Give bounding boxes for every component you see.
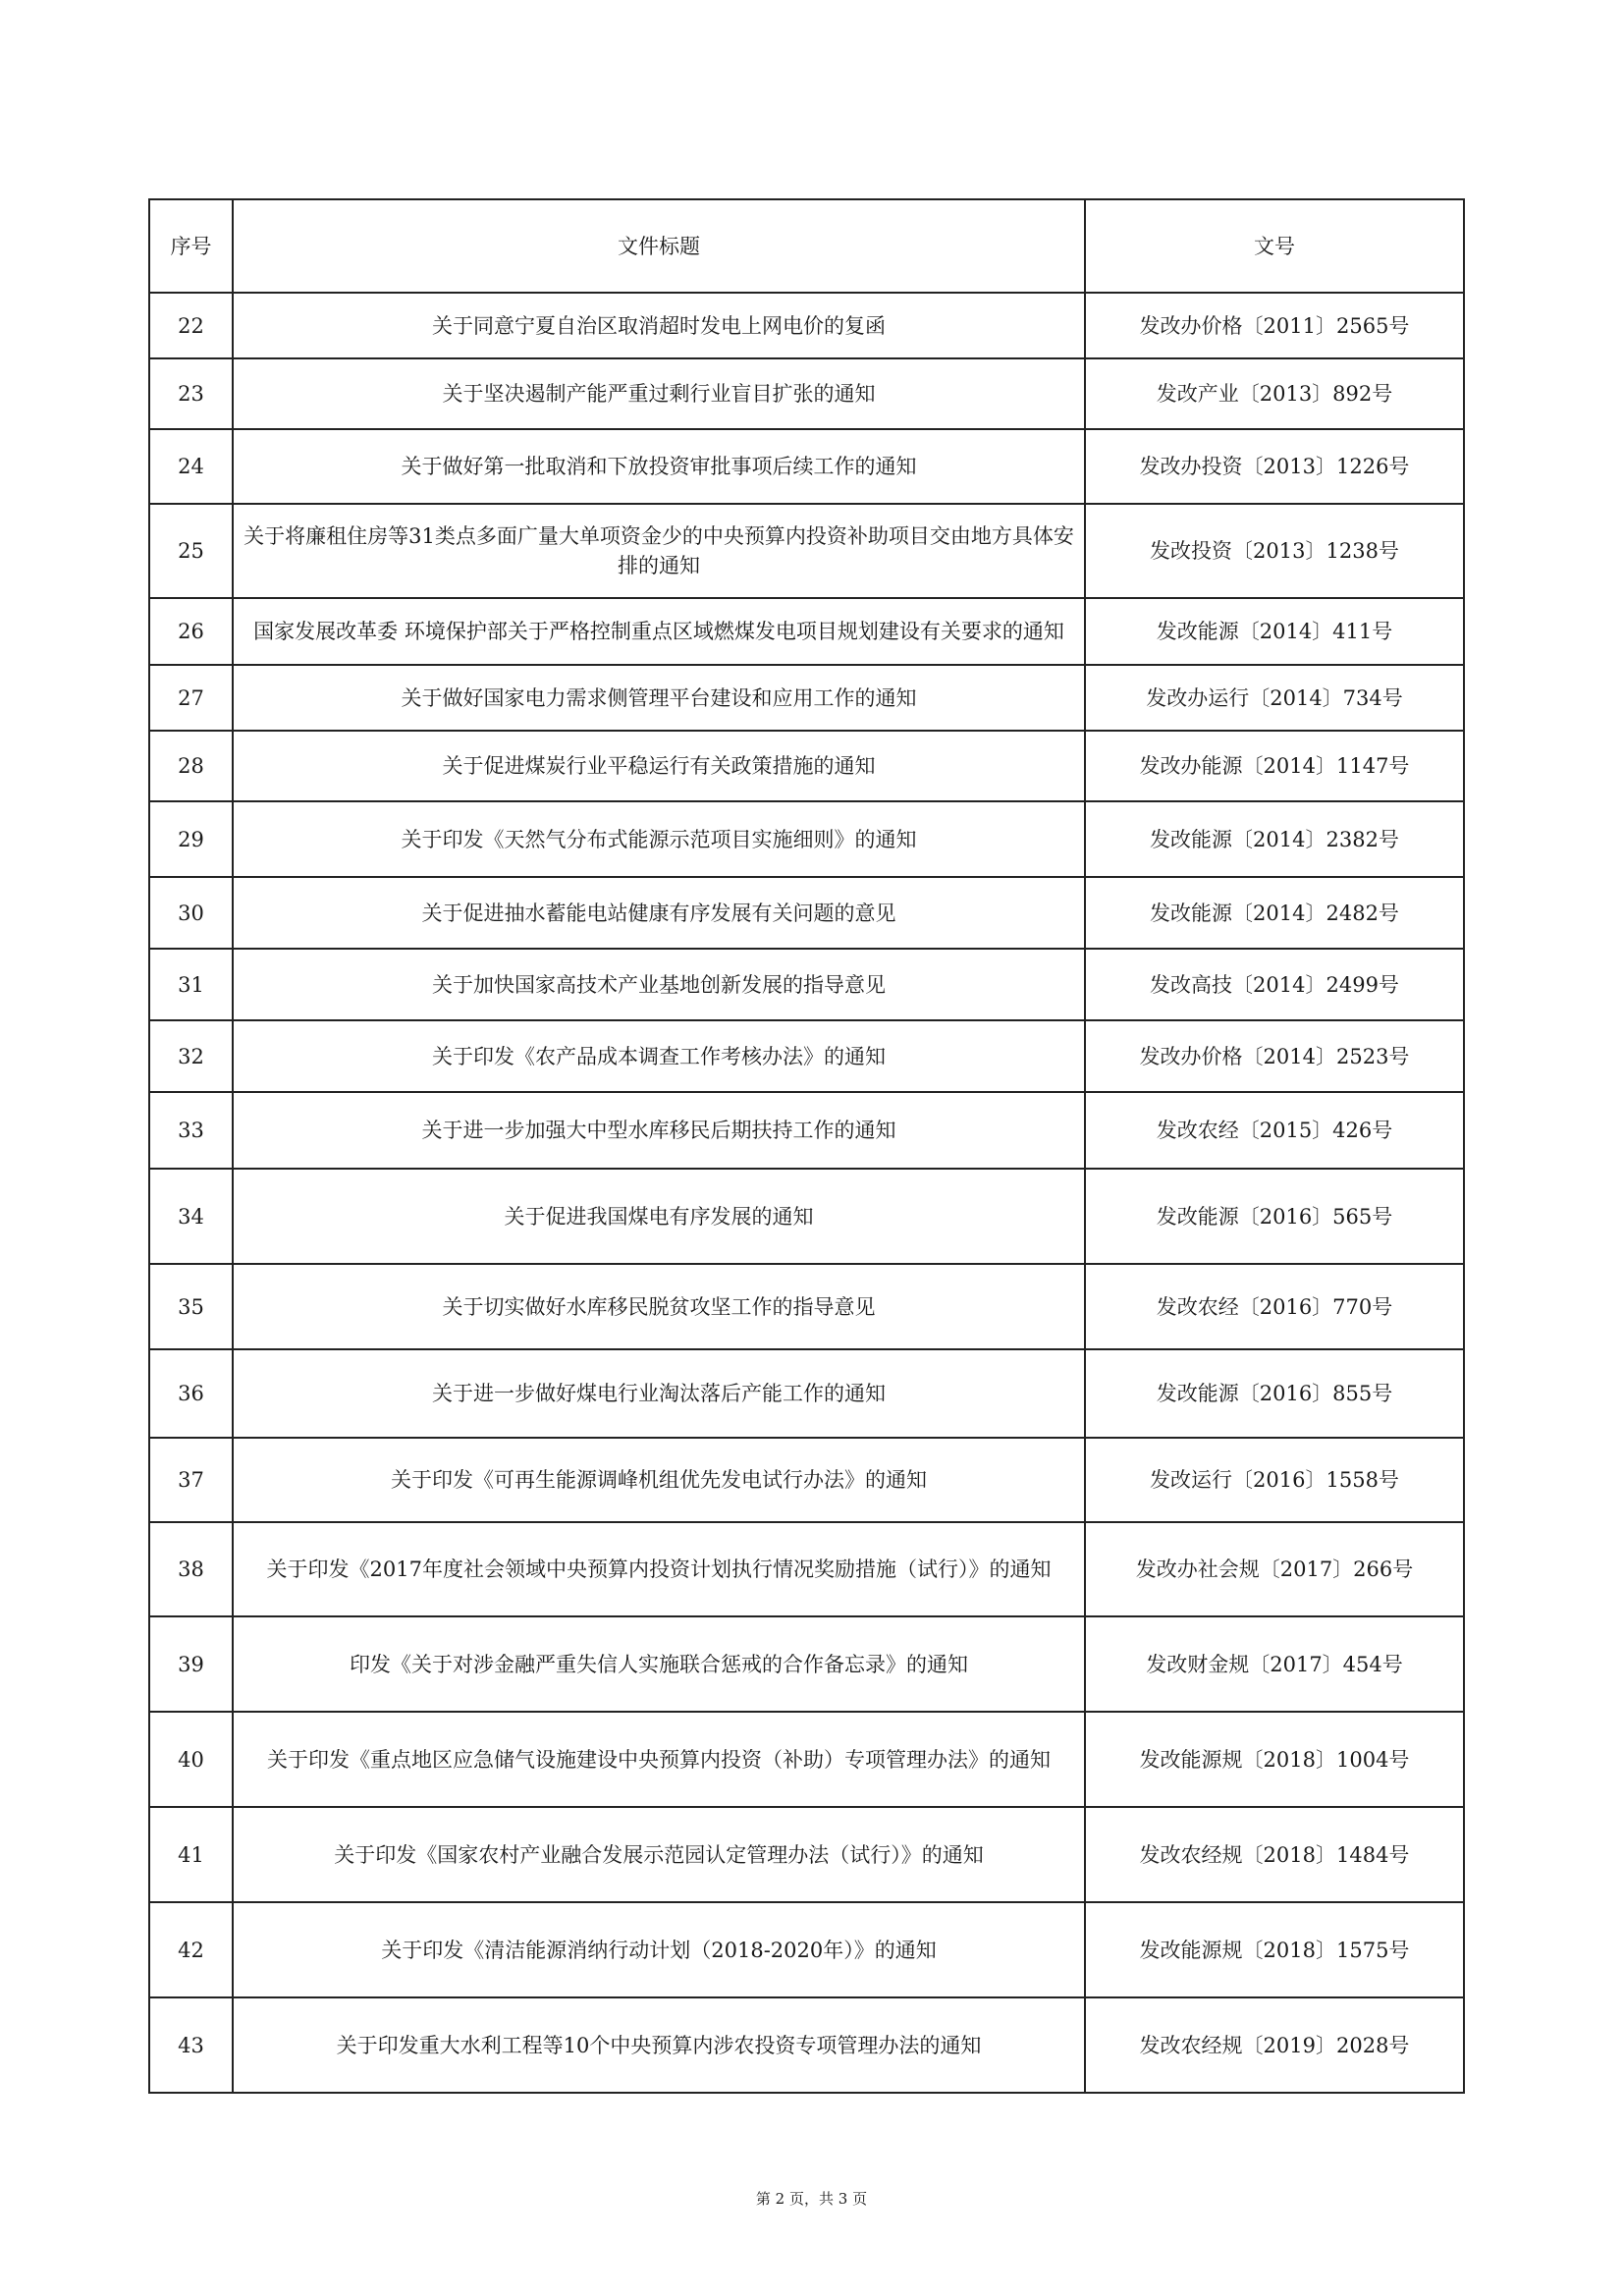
- row-document-title: 国家发展改革委 环境保护部关于严格控制重点区域燃煤发电项目规划建设有关要求的通知: [233, 598, 1085, 665]
- table-row: [149, 1522, 1464, 1616]
- row-serial-number: 35: [149, 1264, 233, 1349]
- row-document-title: 关于促进煤炭行业平稳运行有关政策措施的通知: [233, 731, 1085, 801]
- table-row: [149, 358, 1464, 429]
- row-serial-number: 26: [149, 598, 233, 665]
- row-document-title: 关于进一步做好煤电行业淘汰落后产能工作的通知: [233, 1349, 1085, 1438]
- table-row: [149, 1020, 1464, 1092]
- row-document-number: 发改能源规〔2018〕1004号: [1085, 1712, 1464, 1807]
- row-document-title: 关于促进抽水蓄能电站健康有序发展有关问题的意见: [233, 877, 1085, 949]
- row-serial-number: 22: [149, 293, 233, 358]
- header-serial-number: 序号: [149, 199, 233, 293]
- row-document-number: 发改办投资〔2013〕1226号: [1085, 429, 1464, 504]
- row-document-title: 关于进一步加强大中型水库移民后期扶持工作的通知: [233, 1092, 1085, 1169]
- table-row: [149, 665, 1464, 731]
- row-serial-number: 42: [149, 1902, 233, 1997]
- row-document-number: 发改办价格〔2011〕2565号: [1085, 293, 1464, 358]
- table-row: [149, 429, 1464, 504]
- row-document-number: 发改办能源〔2014〕1147号: [1085, 731, 1464, 801]
- table-header-row: [149, 199, 1464, 293]
- row-serial-number: 28: [149, 731, 233, 801]
- row-document-number: 发改农经规〔2018〕1484号: [1085, 1807, 1464, 1902]
- row-document-title: 关于做好第一批取消和下放投资审批事项后续工作的通知: [233, 429, 1085, 504]
- row-document-title: 关于印发《可再生能源调峰机组优先发电试行办法》的通知: [233, 1438, 1085, 1522]
- document-table: [148, 198, 1465, 2094]
- table-row: [149, 801, 1464, 877]
- row-serial-number: 23: [149, 358, 233, 429]
- row-document-title: 关于印发重大水利工程等10个中央预算内涉农投资专项管理办法的通知: [233, 1997, 1085, 2093]
- row-document-number: 发改能源〔2014〕2382号: [1085, 801, 1464, 877]
- table-row: [149, 1616, 1464, 1712]
- row-document-number: 发改财金规〔2017〕454号: [1085, 1616, 1464, 1712]
- row-document-number: 发改办社会规〔2017〕266号: [1085, 1522, 1464, 1616]
- row-document-number: 发改投资〔2013〕1238号: [1085, 504, 1464, 598]
- table-row: [149, 504, 1464, 598]
- row-document-number: 发改能源〔2016〕855号: [1085, 1349, 1464, 1438]
- header-document-title: 文件标题: [233, 199, 1085, 293]
- table-row: [149, 293, 1464, 358]
- row-document-number: 发改农经〔2015〕426号: [1085, 1092, 1464, 1169]
- row-document-title: 关于印发《农产品成本调查工作考核办法》的通知: [233, 1020, 1085, 1092]
- page-footer: 第 2 页，共 3 页: [755, 2190, 868, 2208]
- row-document-number: 发改能源规〔2018〕1575号: [1085, 1902, 1464, 1997]
- row-serial-number: 25: [149, 504, 233, 598]
- row-document-title: 关于将廉租住房等31类点多面广量大单项资金少的中央预算内投资补助项目交由地方具体安排的通知: [233, 504, 1085, 598]
- row-serial-number: 32: [149, 1020, 233, 1092]
- row-document-number: 发改办运行〔2014〕734号: [1085, 665, 1464, 731]
- table-row: [149, 1807, 1464, 1902]
- row-serial-number: 24: [149, 429, 233, 504]
- row-serial-number: 31: [149, 949, 233, 1020]
- table-row: [149, 1438, 1464, 1522]
- row-serial-number: 29: [149, 801, 233, 877]
- row-document-number: 发改办价格〔2014〕2523号: [1085, 1020, 1464, 1092]
- row-document-title: 关于促进我国煤电有序发展的通知: [233, 1169, 1085, 1264]
- row-serial-number: 27: [149, 665, 233, 731]
- table-row: [149, 877, 1464, 949]
- row-document-number: 发改产业〔2013〕892号: [1085, 358, 1464, 429]
- row-document-number: 发改能源〔2014〕2482号: [1085, 877, 1464, 949]
- row-document-title: 关于印发《清洁能源消纳行动计划（2018-2020年）》的通知: [233, 1902, 1085, 1997]
- row-serial-number: 30: [149, 877, 233, 949]
- table-row: [149, 949, 1464, 1020]
- row-document-number: 发改能源〔2014〕411号: [1085, 598, 1464, 665]
- table-row: [149, 731, 1464, 801]
- row-document-number: 发改高技〔2014〕2499号: [1085, 949, 1464, 1020]
- row-document-title: 关于印发《国家农村产业融合发展示范园认定管理办法（试行）》的通知: [233, 1807, 1085, 1902]
- row-document-title: 关于印发《重点地区应急储气设施建设中央预算内投资（补助）专项管理办法》的通知: [233, 1712, 1085, 1807]
- row-document-number: 发改运行〔2016〕1558号: [1085, 1438, 1464, 1522]
- row-serial-number: 38: [149, 1522, 233, 1616]
- table-row: [149, 1264, 1464, 1349]
- table-row: [149, 1169, 1464, 1264]
- row-document-title: 关于同意宁夏自治区取消超时发电上网电价的复函: [233, 293, 1085, 358]
- row-document-title: 关于印发《天然气分布式能源示范项目实施细则》的通知: [233, 801, 1085, 877]
- row-serial-number: 39: [149, 1616, 233, 1712]
- row-document-title: 关于做好国家电力需求侧管理平台建设和应用工作的通知: [233, 665, 1085, 731]
- row-document-title: 关于加快国家高技术产业基地创新发展的指导意见: [233, 949, 1085, 1020]
- table-body: [149, 293, 1464, 2093]
- row-serial-number: 37: [149, 1438, 233, 1522]
- row-serial-number: 40: [149, 1712, 233, 1807]
- row-document-title: 印发《关于对涉金融严重失信人实施联合惩戒的合作备忘录》的通知: [233, 1616, 1085, 1712]
- table-row: [149, 1997, 1464, 2093]
- row-document-title: 关于切实做好水库移民脱贫攻坚工作的指导意见: [233, 1264, 1085, 1349]
- row-document-number: 发改农经规〔2019〕2028号: [1085, 1997, 1464, 2093]
- row-document-number: 发改能源〔2016〕565号: [1085, 1169, 1464, 1264]
- row-document-title: 关于印发《2017年度社会领域中央预算内投资计划执行情况奖励措施（试行）》的通知: [233, 1522, 1085, 1616]
- row-document-title: 关于坚决遏制产能严重过剩行业盲目扩张的通知: [233, 358, 1085, 429]
- row-serial-number: 41: [149, 1807, 233, 1902]
- row-serial-number: 34: [149, 1169, 233, 1264]
- table-row: [149, 1349, 1464, 1438]
- row-serial-number: 33: [149, 1092, 233, 1169]
- row-serial-number: 43: [149, 1997, 233, 2093]
- table-row: [149, 1092, 1464, 1169]
- row-document-number: 发改农经〔2016〕770号: [1085, 1264, 1464, 1349]
- table-row: [149, 598, 1464, 665]
- header-document-number: 文号: [1085, 199, 1464, 293]
- table-row: [149, 1902, 1464, 1997]
- table-row: [149, 1712, 1464, 1807]
- row-serial-number: 36: [149, 1349, 233, 1438]
